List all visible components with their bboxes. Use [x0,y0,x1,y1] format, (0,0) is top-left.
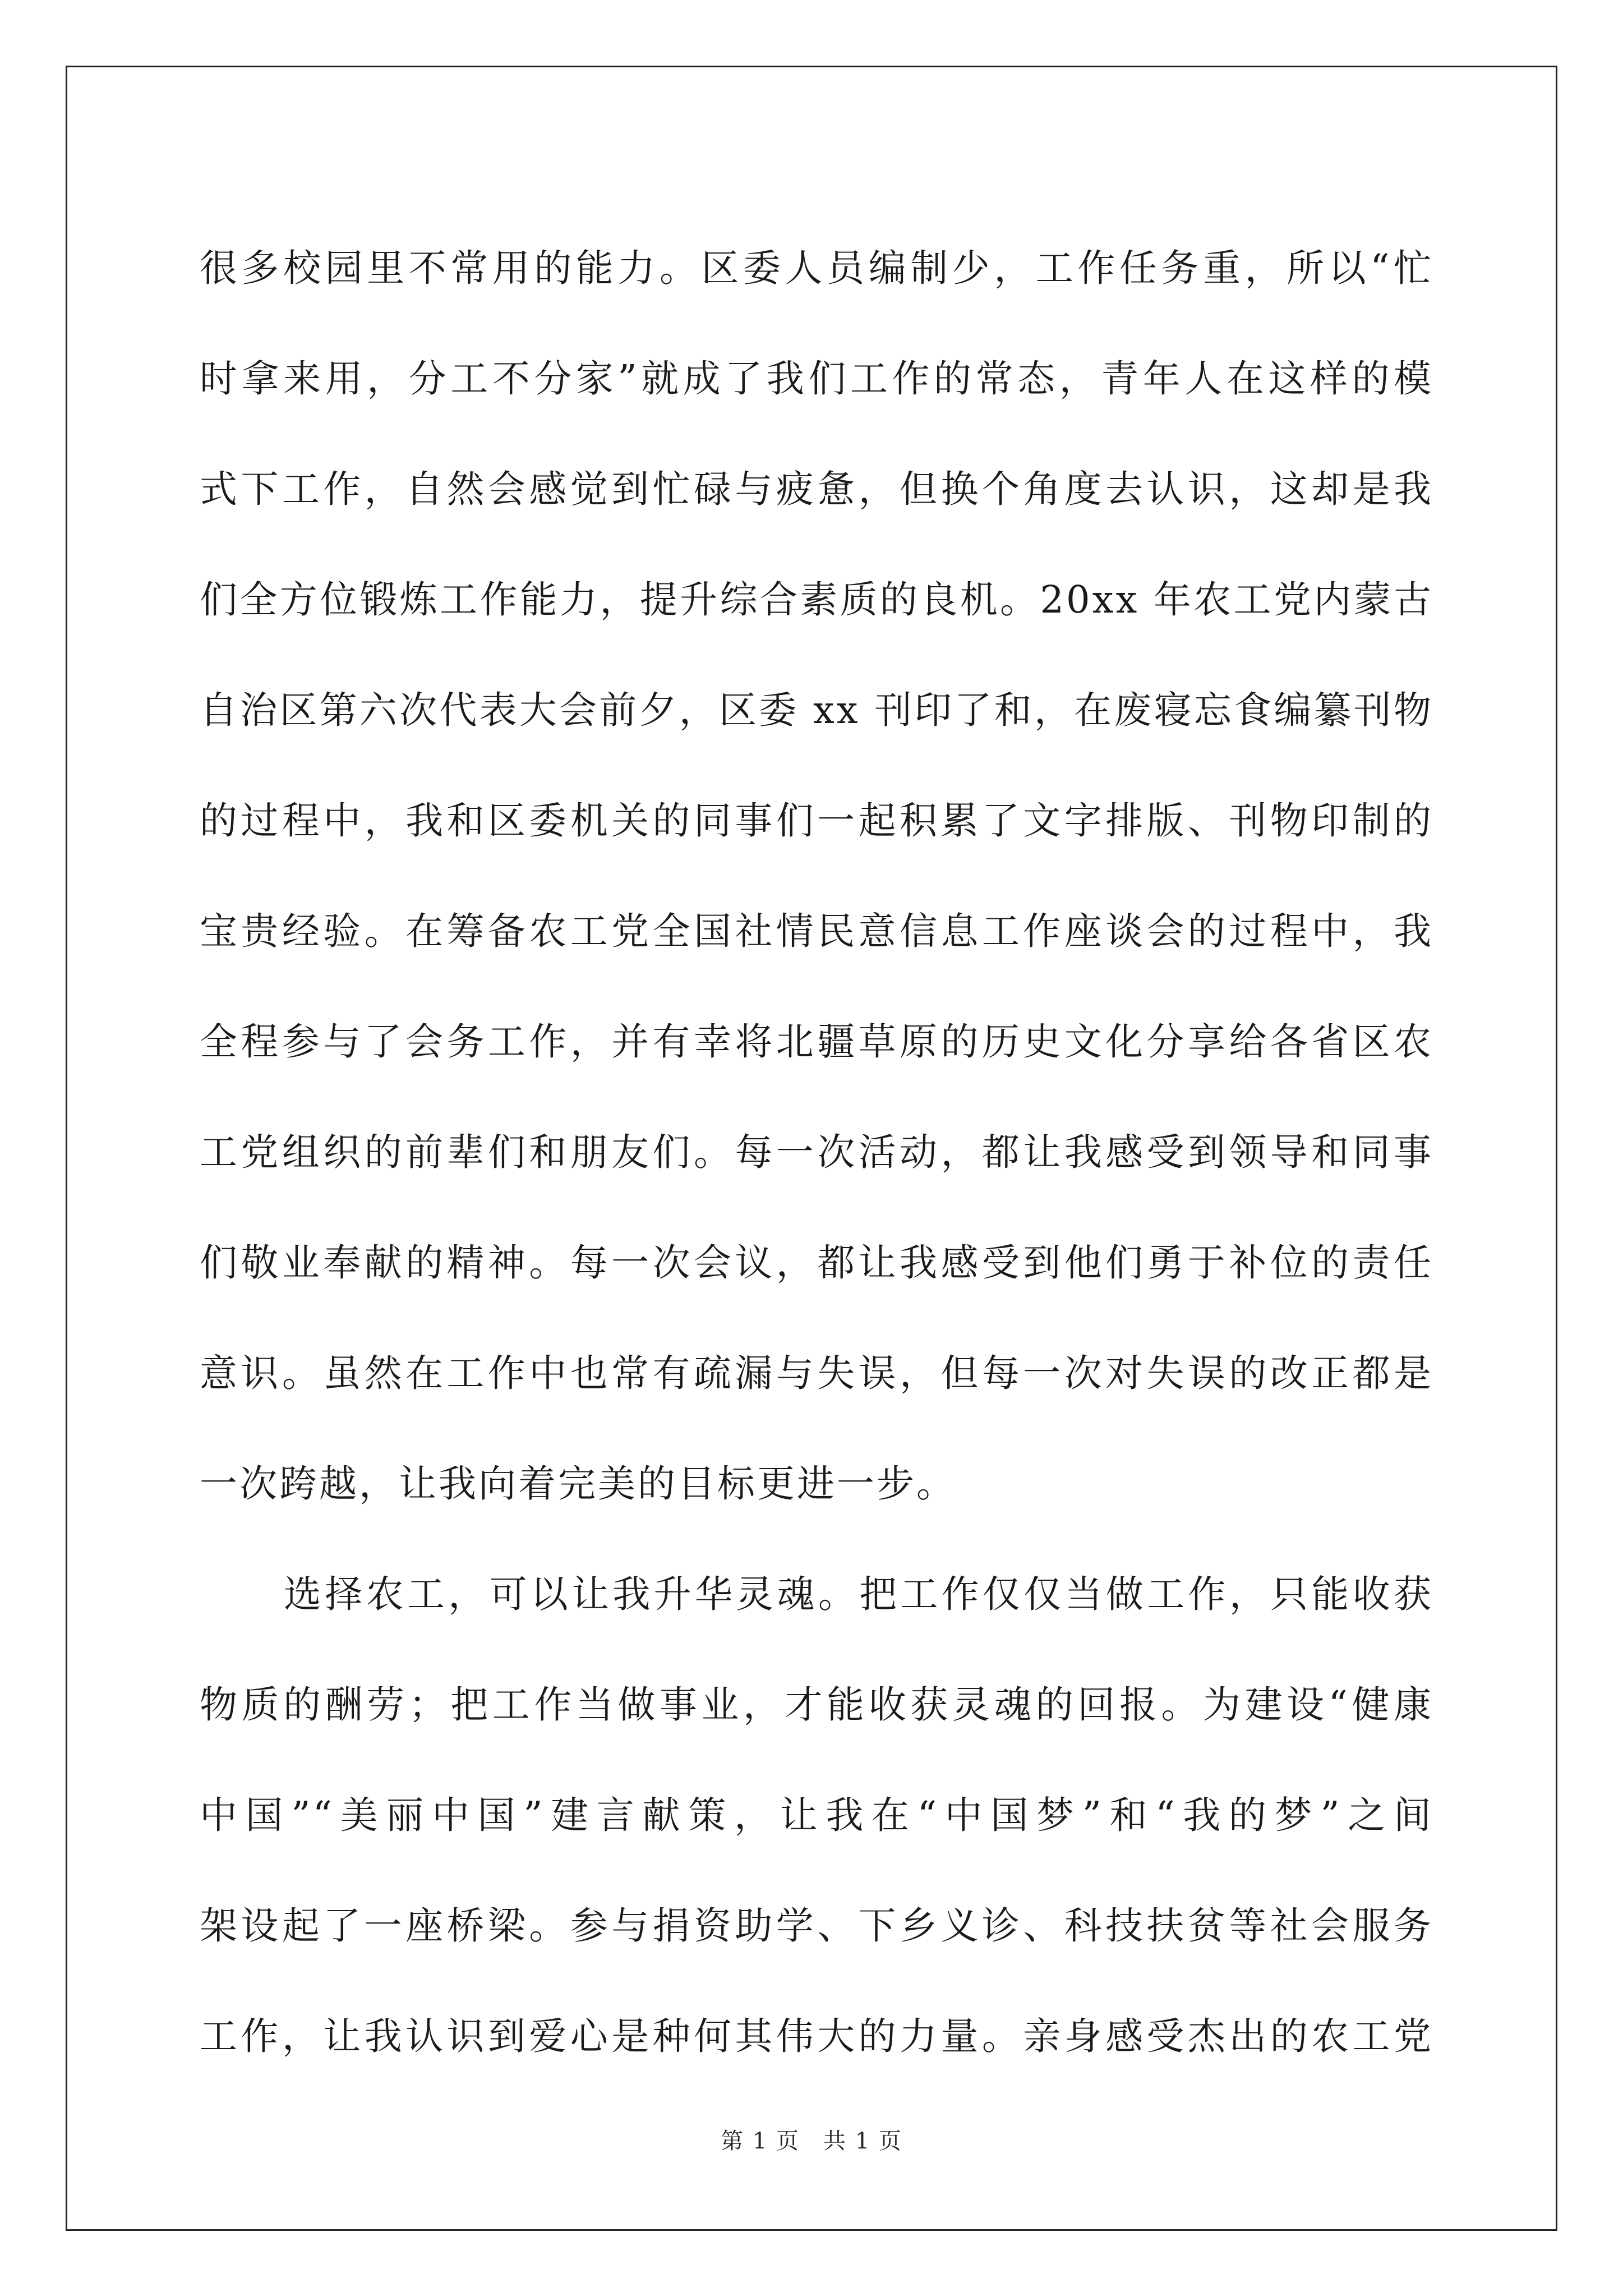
text-line: 选择农工，可以让我升华灵魂。把工作仅仅当做工作，只能收获 [284,1572,1433,1616]
text-line: 工作，让我认识到爱心是种何其伟大的力量。亲身感受杰出的农工党 [200,2014,1433,2058]
text-line: 一次跨越，让我向着完美的目标更进一步。 [200,1462,956,1506]
text-line: 很多校园里不常用的能力。区委人员编制少，工作任务重，所以“忙 [200,246,1433,290]
text-line: 们全方位锻炼工作能力，提升综合素质的良机。20xx 年农工党内蒙古 [200,578,1433,622]
text-line: 们敬业奉献的精神。每一次会议，都让我感受到他们勇于补位的责任 [200,1241,1433,1285]
text-line: 时拿来用，分工不分家”就成了我们工作的常态，青年人在这样的模 [200,357,1433,401]
text-line: 的过程中，我和区委机关的同事们一起积累了文字排版、刊物印制的 [200,799,1433,843]
text-line: 自治区第六次代表大会前夕，区委 xx 刊印了和，在废寝忘食编纂刊物 [200,688,1433,732]
document-body [200,213,1433,2092]
text-line: 全程参与了会务工作，并有幸将北疆草原的历史文化分享给各省区农 [200,1020,1433,1064]
text-line: 意识。虽然在工作中也常有疏漏与失误，但每一次对失误的改正都是 [200,1351,1433,1395]
text-line: 架设起了一座桥梁。参与捐资助学、下乡义诊、科技扶贫等社会服务 [200,1904,1433,1948]
text-line: 物质的酬劳；把工作当做事业，才能收获灵魂的回报。为建设“健康 [200,1683,1433,1727]
text-line: 中国”“美丽中国”建言献策，让我在“中国梦”和“我的梦”之间 [200,1793,1433,1837]
text-line: 式下工作，自然会感觉到忙碌与疲惫，但换个角度去认识，这却是我 [200,467,1433,511]
text-line: 宝贵经验。在筹备农工党全国社情民意信息工作座谈会的过程中，我 [200,909,1433,953]
paragraph-1 [200,213,1433,1539]
paragraph-2 [200,1539,1433,2092]
page-number: 第 1 页 共 1 页 [721,2128,902,2154]
text-line: 工党组织的前辈们和朋友们。每一次活动，都让我感受到领导和同事 [200,1130,1433,1174]
